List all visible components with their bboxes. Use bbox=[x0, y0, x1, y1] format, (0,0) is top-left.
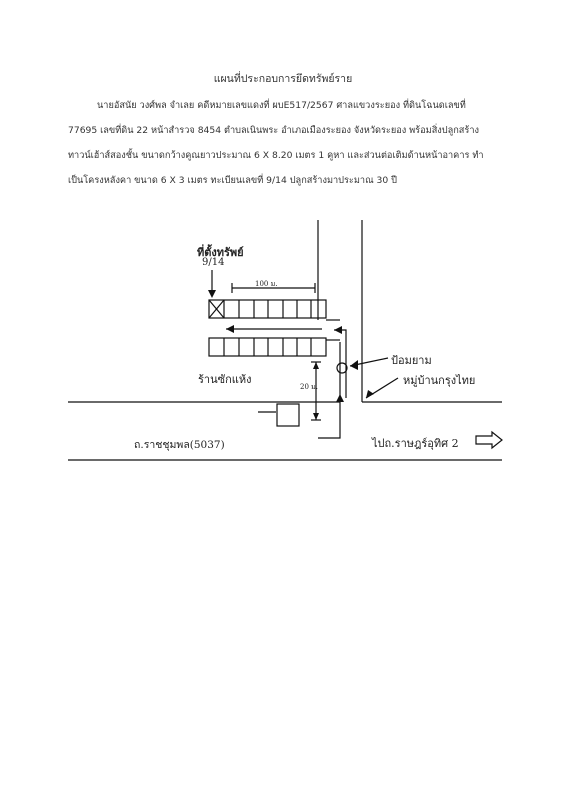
distance-side-label: 20 ม. bbox=[300, 383, 318, 391]
distance-top-label: 100 ม. bbox=[255, 280, 278, 288]
guard-post-label: ป้อมยาม bbox=[391, 354, 432, 367]
entry-arrow bbox=[318, 402, 340, 438]
dry-cleaner-shop bbox=[277, 404, 299, 426]
paragraph-line-1: นายอัสนัย วงศ์พล จำเลย คดีหมายเลขแดงที่ ผบE517/2567 ศาลแขวงระยอง ที่ดินโฉนดเลขที่ bbox=[97, 100, 466, 111]
document-title: แผนที่ประกอบการยึดทรัพย์ราย bbox=[213, 73, 353, 85]
paragraph-line-3: ทาวน์เฮ้าส์สองชั้น ขนาดกว้างคูณยาวประมาณ 6 X 8.20 เมตร 1 คูหา และส่วนต่อเติมด้านหน้าอาคาร ทำ bbox=[68, 150, 484, 161]
property-number: 9/14 bbox=[202, 257, 225, 268]
village-label: หมู่บ้านกรุงไทย bbox=[403, 374, 476, 387]
road-label: ถ.ราชชุมพล(5037) bbox=[134, 439, 225, 451]
paragraph-line-2: 77695 เลขที่ดิน 22 หน้าสำรวจ 8454 ตำบลเนินพระ อำเภอเมืองระยอง จังหวัดระยอง พร้อมสิ่งปลูกสร้าง bbox=[68, 125, 479, 136]
paragraph-line-4: เป็นโครงหลังคา ขนาด 6 X 3 เมตร ทะเบียนเลขที่ 9/14 ปลูกสร้างมาประมาณ 30 ปี bbox=[68, 175, 397, 186]
direction-arrow bbox=[476, 432, 502, 448]
property-label: ที่ตั้งทรัพย์ bbox=[197, 246, 244, 259]
shop-label: ร้านซักแห้ง bbox=[198, 373, 252, 386]
direction-label: ไปถ.ราษฎร์อุทิศ 2 bbox=[372, 437, 459, 450]
